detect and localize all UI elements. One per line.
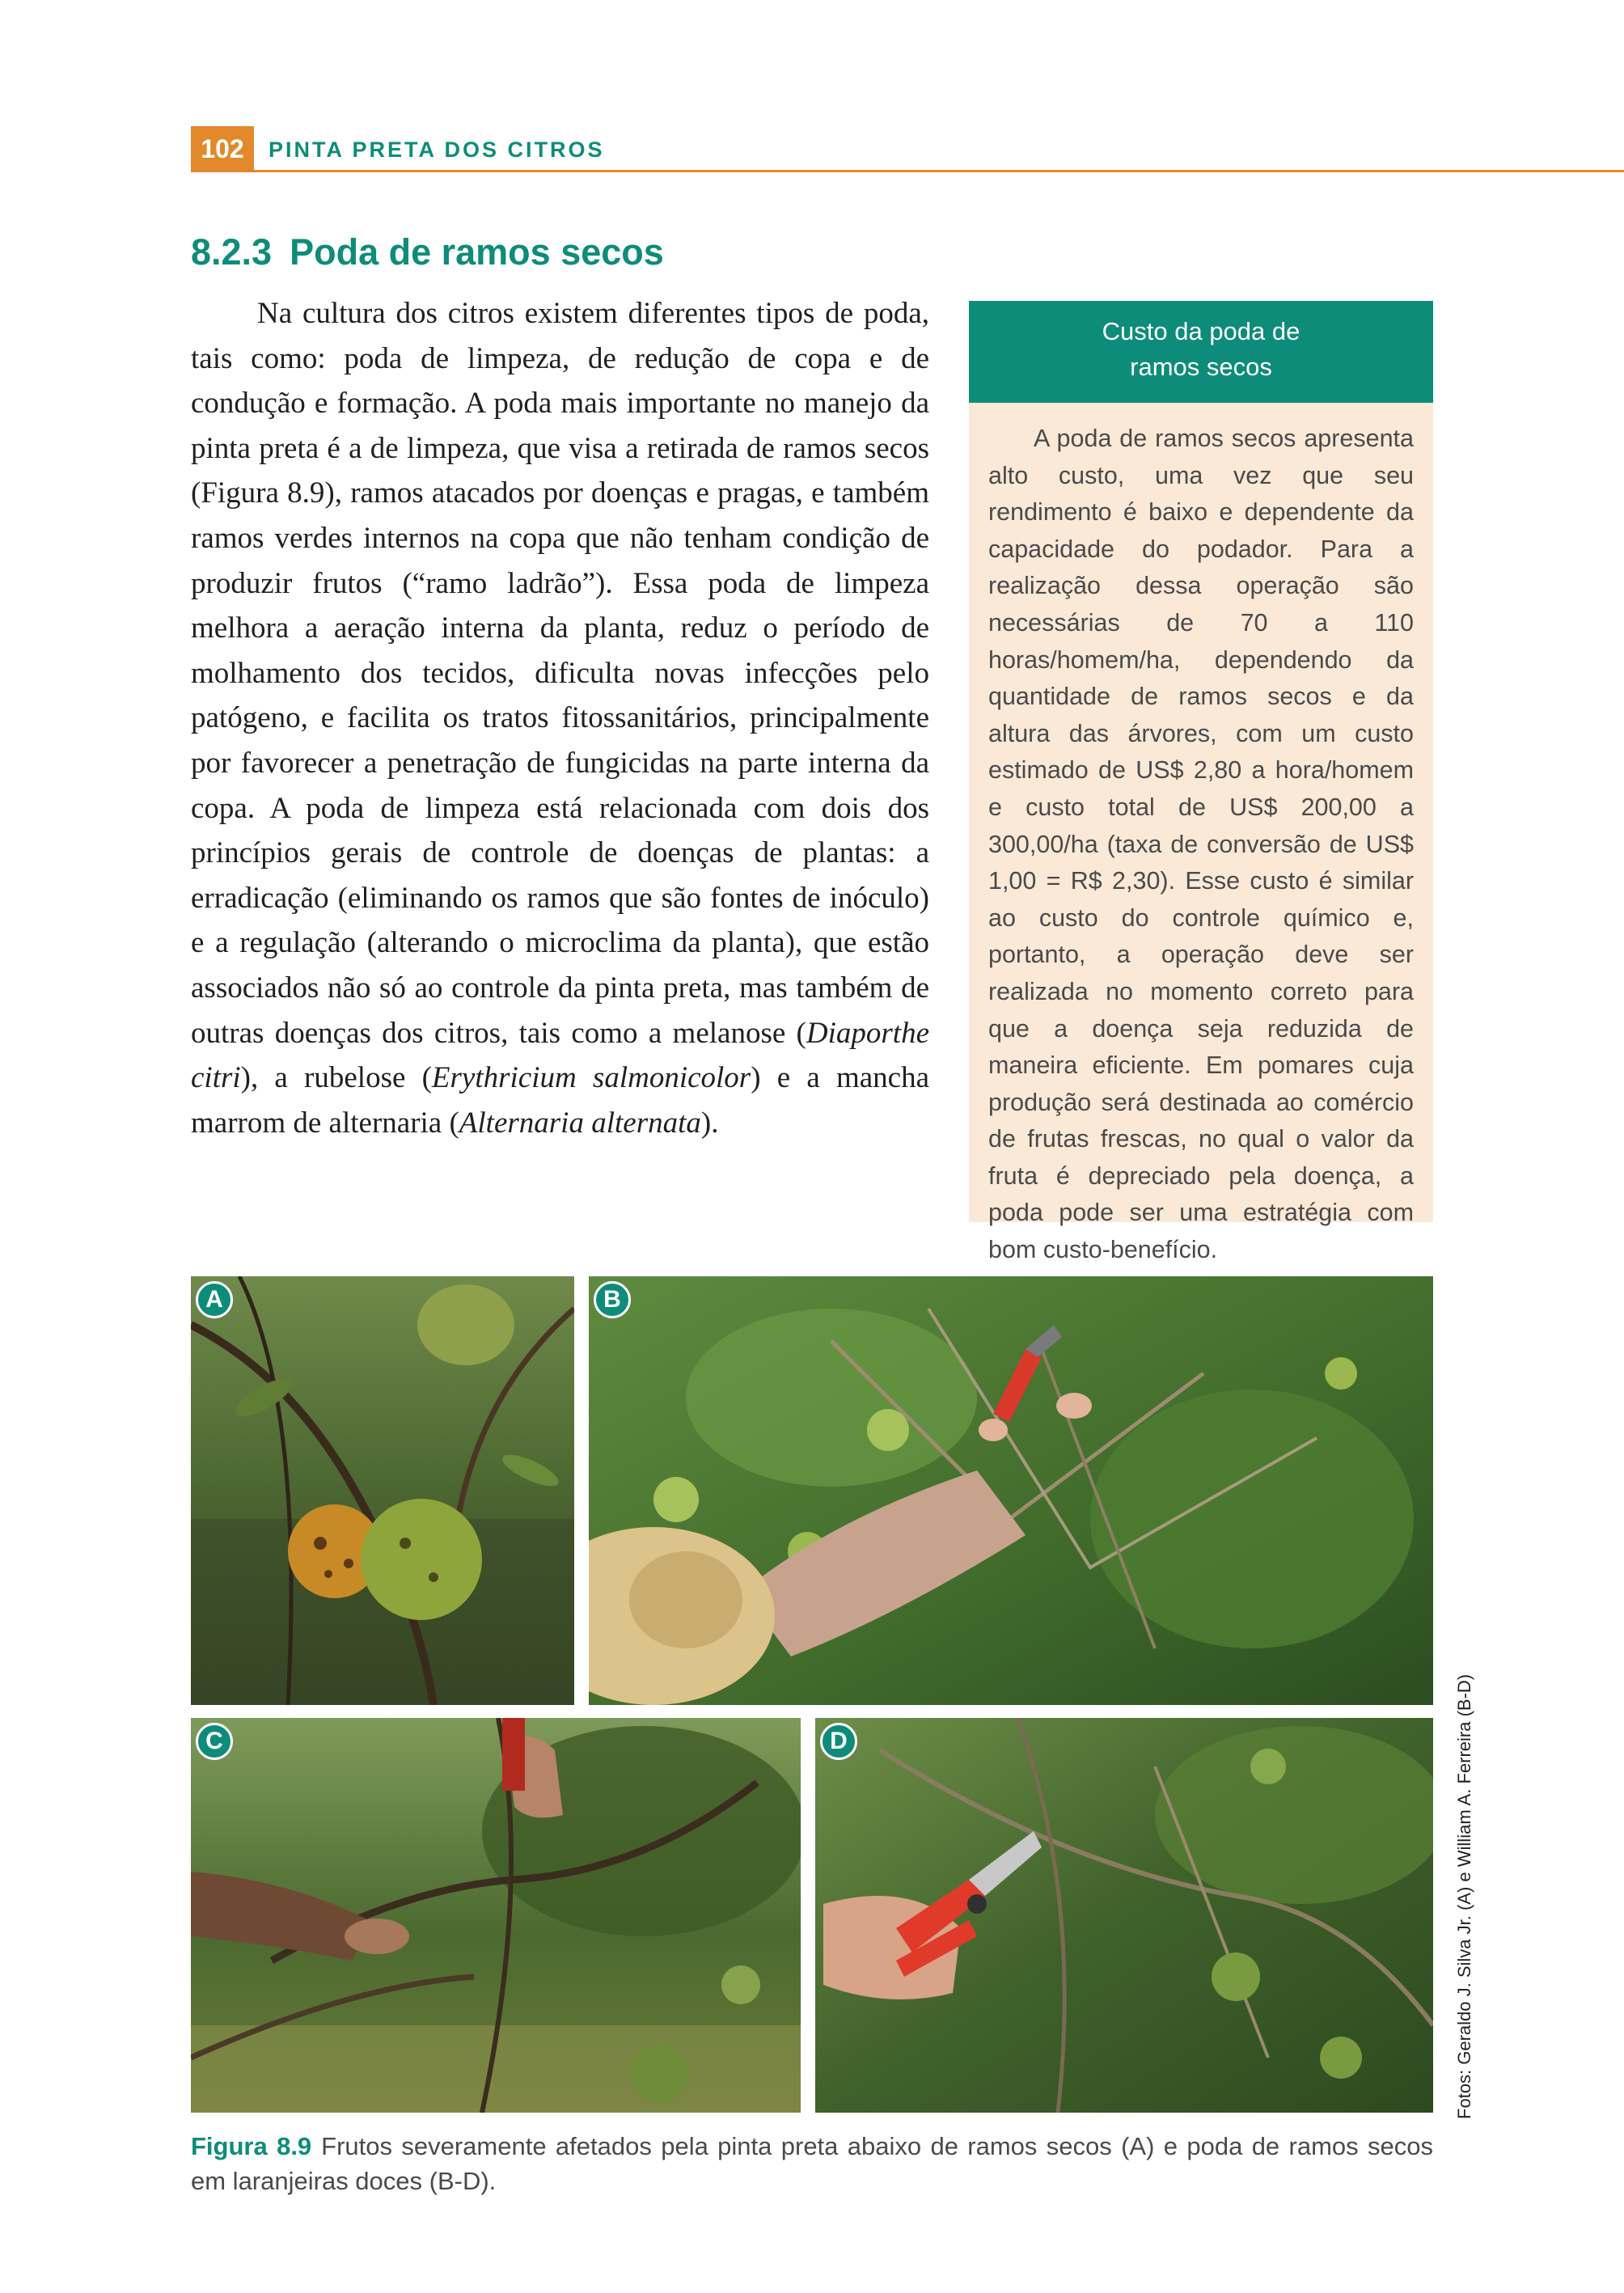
- section-title: [191, 228, 664, 277]
- body-text-part4: ).: [700, 1106, 719, 1140]
- panel-label-c: C: [196, 1723, 233, 1760]
- figure-caption: [191, 2129, 1433, 2198]
- species-name-1: Diaporthe citri: [191, 1016, 929, 1095]
- panel-label-b: B: [594, 1281, 631, 1318]
- photo-panel-a: [191, 1276, 574, 1705]
- figure-caption-text: Frutos severamente afetados pela pinta preta abaixo de ramos secos (A) e poda de ramos secos em laranjeiras doces (B-D).: [191, 2132, 1433, 2195]
- sidebar-title-line2: ramos secos: [1130, 353, 1272, 381]
- page-header: [191, 126, 1624, 171]
- running-title: PINTA PRETA DOS CITROS: [269, 137, 605, 162]
- section-title-text: Poda de ramos secos: [290, 231, 664, 273]
- photo-panel-b: [589, 1276, 1433, 1705]
- sidebar-text: A poda de ramos secos apresenta alto custo, uma vez que seu rendimento é baixo e dependente da capacidade do podador. Para a realização dessa operação são necessárias de 70 a 110 horas/homem/ha, dependendo da quantidade de ramos secos e da altura das árvores, com um custo estimado de US$ 2,80 a hora/homem e custo total de US$ 200,00 a 300,00/ha (taxa de conversão de US$ 1,00 = R$ 2,30). Esse custo é similar ao custo do controle químico e, portanto, a operação deve ser realizada no momento correto para que a doença seja reduzida de maneira eficiente. Em pomares cuja produção será destinada ao comércio de frutas frescas, no qual o valor da fruta é depreciado pela doença, a poda pode ser uma estratégia com bom custo-benefício.: [988, 425, 1414, 1264]
- body-text-part3: ) e a mancha marrom de alternaria (: [191, 1061, 929, 1140]
- photo-c-pruning-hands: [191, 1718, 801, 2113]
- species-name-2: Erythricium salmonicolor: [431, 1061, 751, 1095]
- page-number: 102: [191, 126, 254, 171]
- photo-a-orange-fruits: [191, 1276, 574, 1705]
- panel-label-d: D: [820, 1723, 857, 1760]
- sidebar-title-line1: Custo da poda de: [1102, 317, 1300, 345]
- panel-label-a: A: [196, 1281, 233, 1318]
- photo-panel-c: [191, 1718, 801, 2113]
- sidebar-body: [969, 403, 1433, 1264]
- cost-sidebar: [969, 301, 1433, 1264]
- species-name-3: Alternaria alternata: [459, 1106, 701, 1140]
- body-text-part1: Na cultura dos citros existem diferentes tipos de poda, tais como: poda de limpeza, de redução de copa e de condução e formação. A poda mais importante no manejo da pinta preta é a de limpeza, que visa a retirada de ramos secos (Figura 8.9), ramos atacados por doenças e pragas, e também ramos verdes internos na copa que não tenham condição de produzir frutos (“ramo ladrão”). Essa poda de limpeza melhora a aeração interna da planta, reduz o período de molhamento dos tecidos, dificulta novas infecções pelo patógeno, e facilita os tratos fitossanitários, principalmente por favorecer a penetração de fungicidas na parte interna da copa. A poda de limpeza está relacionada com dois dos princípios gerais de controle de doenças de plantas: a erradicação (eliminando os ramos que são fontes de inóculo) e a regulação (alterando o microclima da planta), que estão associados não só ao controle da pinta preta, mas também de outras doenças dos citros, tais como a melanose (: [191, 297, 929, 1050]
- photo-b-pruning-worker: [589, 1276, 1433, 1705]
- photo-credit: Fotos: Geraldo J. Silva Jr. (A) e William A. Ferreira (B-D): [1454, 1673, 1474, 2119]
- header-rule: [191, 170, 1624, 172]
- section-number: 8.2.3: [191, 231, 273, 273]
- body-paragraph: [191, 291, 929, 1145]
- photo-d-pruning-shears: [815, 1718, 1433, 2113]
- sidebar-header: [969, 301, 1433, 403]
- figure-label: Figura 8.9: [191, 2132, 312, 2160]
- body-text-part2: ), a rubelose (: [240, 1061, 432, 1095]
- photo-panel-d: [815, 1718, 1433, 2113]
